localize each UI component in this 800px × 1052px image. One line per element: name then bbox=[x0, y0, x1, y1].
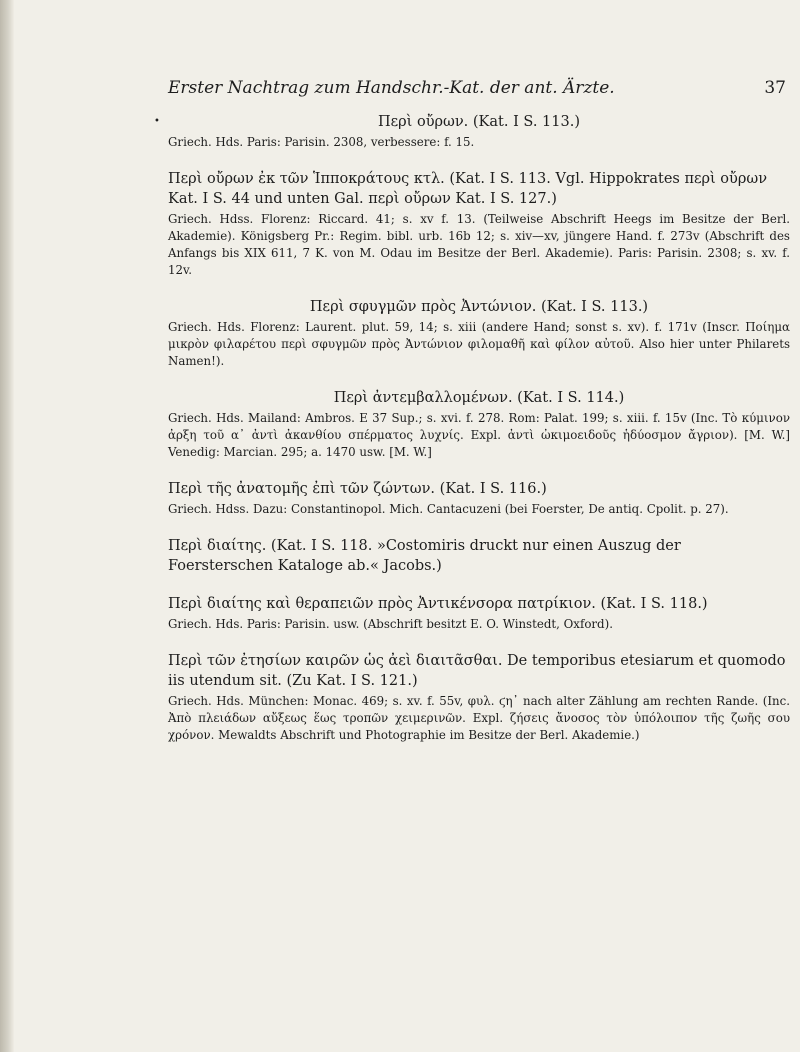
page-number: 37 bbox=[764, 78, 786, 98]
book-binding-edge bbox=[0, 0, 14, 1052]
entry bbox=[168, 536, 790, 576]
entries bbox=[154, 112, 790, 762]
entry-body: Griech. Hds. Mailand: Ambros. E 37 Sup.; s. xvi. f. 278. Rom: Palat. 199; s. xiii. f. 15v (Inc. Τὸ κύμινον ἀρξη τοῦ α᾽ ἀντὶ ἀκανθίου σπέρματος λυχνίς. Expl. ἀντὶ ὠκιμοειδοῦς ἡδύοσμον ἄγριον). [M. W.] Venedig: Marcian. 295; a. 1470 usw. [M. W.] bbox=[168, 411, 790, 459]
entry-body: Griech. Hdss. Dazu: Constantinopol. Mich. Cantacuzeni (bei Foerster, De antiq. Cpolit. p. 27). bbox=[168, 502, 729, 516]
entry-title: Περὶ τῶν ἐτησίων καιρῶν ὡς ἀεὶ διαιτᾶσθαι. De temporibus etesiarum et quomodo iis utendum sit. (Zu Kat. I S. 121.) bbox=[168, 653, 786, 689]
entry bbox=[154, 112, 790, 151]
entry-title: Περὶ διαίτης. (Kat. I S. 118. »Costomiris druckt nur einen Auszug der Foersterschen Kataloge ab.« Jacobs.) bbox=[168, 538, 681, 574]
running-head bbox=[168, 78, 786, 98]
entry-body: Griech. Hds. Paris: Parisin. usw. (Abschrift besitzt E. O. Winstedt, Oxford). bbox=[168, 617, 613, 631]
entry bbox=[168, 388, 790, 461]
entry bbox=[168, 169, 790, 279]
running-head-title: Erster Nachtrag zum Handschr.-Kat. der ant. Ärzte. bbox=[168, 78, 615, 98]
entry bbox=[168, 297, 790, 370]
entry-body: Griech. Hds. München: Monac. 469; s. xv. f. 55v, φυλ. ϛη᾽ nach alter Zählung am rechten Rande. (Inc. Ἀπὸ πλειάδων αὔξεως ἕως τροπῶν χειμερινῶν. Expl. ζήσεις ἄνοσος τὸν ὑπόλοιπον τῆς ζωῆς σου χρόνον. Mewaldts Abschrift und Photographie im Besitze der Berl. Akademie.) bbox=[168, 694, 790, 742]
entry-title: Περὶ οὔρων. (Kat. I S. 113.) bbox=[378, 114, 580, 130]
entry-title: Περὶ ἀντεμβαλλομένων. (Kat. I S. 114.) bbox=[333, 390, 625, 406]
margin-mark: • bbox=[154, 116, 160, 127]
entry-title: Περὶ τῆς ἀνατομῆς ἐπὶ τῶν ζώντων. (Kat. I S. 116.) bbox=[168, 481, 547, 497]
entry-title: Περὶ οὔρων ἐκ τῶν Ἱπποκράτους κτλ. (Kat. I S. 113. Vgl. Hippokrates περὶ οὔρων Kat. I S. 44 und unten Gal. περὶ οὔρων Kat. I S. 127.) bbox=[168, 171, 768, 207]
entry bbox=[168, 651, 790, 744]
entry bbox=[168, 479, 790, 518]
entry-title: Περὶ σφυγμῶν πρὸς Ἀντώνιον. (Kat. I S. 113.) bbox=[309, 299, 649, 315]
entry-body: Griech. Hds. Florenz: Laurent. plut. 59, 14; s. xiii (andere Hand; sonst s. xv). f. 171v (Inscr. Ποίημα μικρὸν φιλαρέτου περὶ σφυγμῶν πρὸς Ἀντώνιον φιλομαθῆ καὶ φίλον αὐτοῦ. Also hier unter Philarets Namen!). bbox=[168, 320, 790, 368]
entry bbox=[168, 594, 790, 633]
entry-title: Περὶ διαίτης καὶ θεραπειῶν πρὸς Ἀντικένσορα πατρίκιον. (Kat. I S. 118.) bbox=[168, 596, 708, 612]
entry-body: Griech. Hdss. Florenz: Riccard. 41; s. xv f. 13. (Teilweise Abschrift Heegs im Besitze der Berl. Akademie). Königsberg Pr.: Regim. bibl. urb. 16b 12; s. xiv—xv, jüngere Hand. f. 273v (Abschrift des Anfangs bis XIX 611, 7 K. von M. Odau im Besitze der Berl. Akademie). Paris: Parisin. 2308; s. xv. f. 12v. bbox=[168, 212, 790, 277]
entry-body: Griech. Hds. Paris: Parisin. 2308, verbessere: f. 15. bbox=[168, 135, 475, 149]
